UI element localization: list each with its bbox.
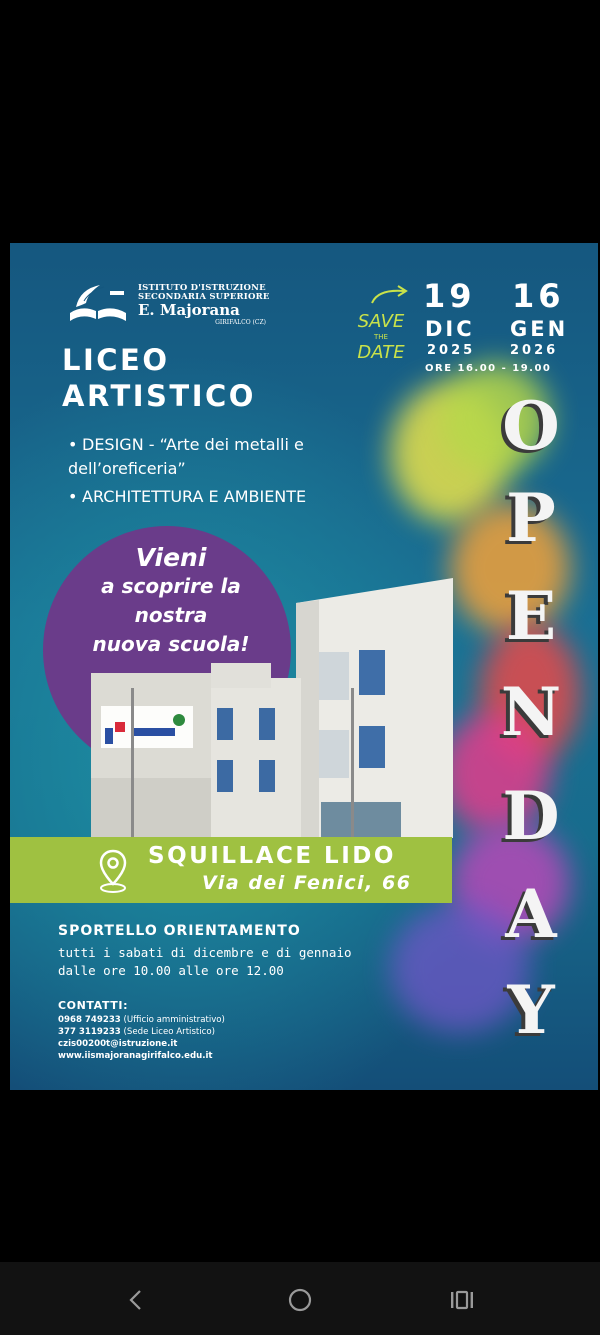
- opening-hours: ORE 16.00 - 19.00: [425, 363, 552, 374]
- institute-name: E. Majorana: [138, 301, 240, 319]
- book-feather-icon: [66, 283, 130, 323]
- contact-website: www.iismajoranagirifalco.edu.it: [58, 1051, 213, 1061]
- sportello-title: SPORTELLO ORIENTAMENTO: [58, 923, 301, 939]
- open-day-letter: N: [500, 673, 562, 751]
- school-building-photo: [91, 578, 453, 838]
- contact-item: 0968 749233 (Ufficio amministrativo): [58, 1015, 225, 1025]
- date-year: 2026: [510, 343, 559, 358]
- arrow-icon: [368, 283, 414, 307]
- open-day-letter: E: [505, 577, 557, 655]
- location-address: Via dei Fenici, 66: [202, 872, 412, 894]
- recents-button[interactable]: [442, 1282, 482, 1318]
- sportello-hours: dalle ore 10.00 alle ore 12.00: [58, 963, 284, 978]
- course-label: ARCHITETTURA E AMBIENTE: [82, 487, 307, 506]
- date-month: DIC: [425, 317, 475, 341]
- home-icon: [287, 1287, 313, 1313]
- open-day-poster[interactable]: [10, 243, 598, 1090]
- title-artistico: ARTISTICO: [62, 379, 256, 413]
- open-day-letter: A: [505, 875, 557, 953]
- date-day: 16: [512, 277, 565, 315]
- date-month: GEN: [510, 317, 569, 341]
- contact-email: czis00200t@istruzione.it: [58, 1039, 178, 1049]
- navigation-bar: [0, 1262, 600, 1335]
- date-day: 19: [423, 277, 476, 315]
- date-year: 2025: [427, 343, 476, 358]
- open-day-letter: D: [502, 777, 560, 855]
- location-pin-icon: [98, 848, 128, 894]
- invite-text: Vieni a scoprire la nostra nuova scuola!: [92, 543, 250, 656]
- contact-item: 377 3119233 (Sede Liceo Artistico): [58, 1027, 216, 1037]
- home-button[interactable]: [280, 1282, 320, 1318]
- recents-icon: [449, 1289, 475, 1311]
- course-item: • DESIGN - “Arte dei metalli e dell’oreficeria”: [68, 435, 304, 478]
- school-logo: [66, 281, 270, 327]
- open-day-letter: O: [502, 387, 560, 465]
- institute-line2: SECONDARIA SUPERIORE: [138, 292, 270, 302]
- institute-line1: ISTITUTO D'ISTRUZIONE: [138, 283, 266, 293]
- course-label: DESIGN - “Arte dei metalli e dell’oreficeria”: [68, 435, 304, 478]
- contacts-title: CONTATTI:: [58, 999, 129, 1012]
- location-title: SQUILLACE LIDO: [148, 843, 396, 869]
- back-button[interactable]: [116, 1282, 156, 1318]
- back-icon: [126, 1288, 146, 1312]
- open-day-letter: Y: [507, 971, 555, 1049]
- save-the-date: SAVE THE DATE: [357, 311, 405, 363]
- title-liceo: LICEO: [62, 343, 170, 377]
- open-day-letter: P: [506, 479, 556, 557]
- sportello-schedule: tutti i sabati di dicembre e di gennaio: [58, 945, 352, 960]
- institute-city: GIRIFALCO (CZ): [215, 319, 266, 326]
- course-item: • ARCHITETTURA E AMBIENTE: [68, 487, 307, 506]
